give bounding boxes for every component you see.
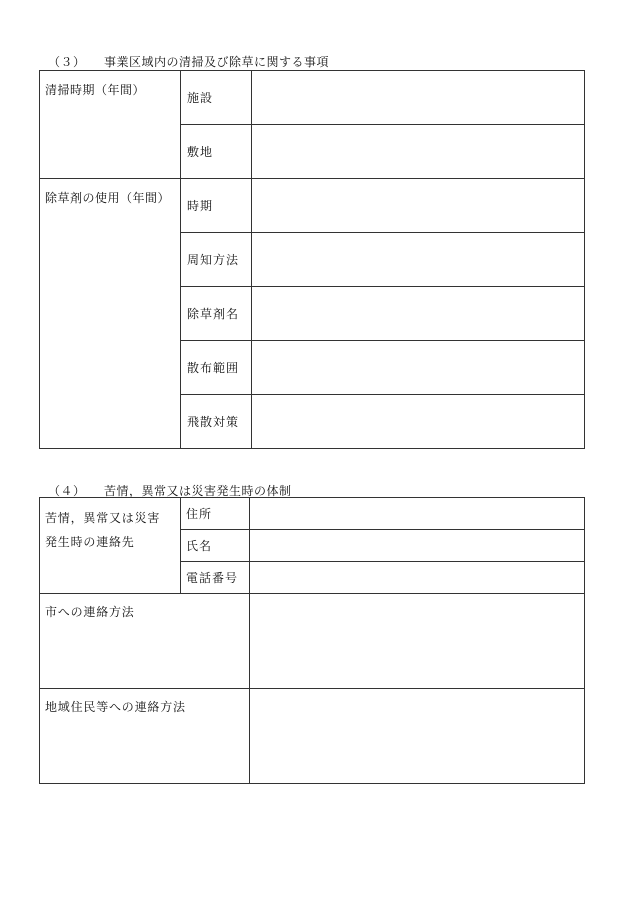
section-3-number: （３） [48,55,86,69]
table-row [40,498,585,530]
drift-measures-field[interactable] [252,395,585,449]
facility-label: 施設 [181,71,252,125]
herbicide-name-label: 除草剤名 [181,287,252,341]
section-3-heading [48,53,329,70]
herbicide-name-field[interactable] [252,287,585,341]
drift-measures-label: 飛散対策 [181,395,252,449]
herbicide-use-label: 除草剤の使用（年間） [40,179,181,449]
address-label: 住所 [181,498,250,530]
city-contact-label: 市への連絡方法 [40,594,250,689]
section-4-number: （４） [48,484,86,498]
emergency-contact-label [40,498,181,594]
site-field[interactable] [252,125,585,179]
name-field[interactable] [250,530,585,562]
phone-field[interactable] [250,562,585,594]
table-row [40,689,585,784]
section-3-title: 事業区域内の清掃及び除草に関する事項 [104,55,330,69]
cleaning-period-label: 清掃時期（年間） [40,71,181,179]
spray-area-field[interactable] [252,341,585,395]
section-4-title: 苦情，異常又は災害発生時の体制 [104,484,292,498]
emergency-contact-label-line2: 発生時の連絡先 [45,535,135,549]
phone-label: 電話番号 [181,562,250,594]
emergency-system-table [39,497,585,784]
table-row [40,179,585,233]
cleaning-weeding-table [39,70,585,449]
address-field[interactable] [250,498,585,530]
resident-contact-field[interactable] [250,689,585,784]
table-row [40,594,585,689]
site-label: 敷地 [181,125,252,179]
city-contact-field[interactable] [250,594,585,689]
table-row [40,71,585,125]
emergency-contact-label-line1: 苦情，異常又は災害 [45,511,161,525]
resident-contact-label: 地域住民等への連絡方法 [40,689,250,784]
name-label: 氏名 [181,530,250,562]
timing-label: 時期 [181,179,252,233]
timing-field[interactable] [252,179,585,233]
notice-method-label: 周知方法 [181,233,252,287]
notice-method-field[interactable] [252,233,585,287]
facility-field[interactable] [252,71,585,125]
spray-area-label: 散布範囲 [181,341,252,395]
